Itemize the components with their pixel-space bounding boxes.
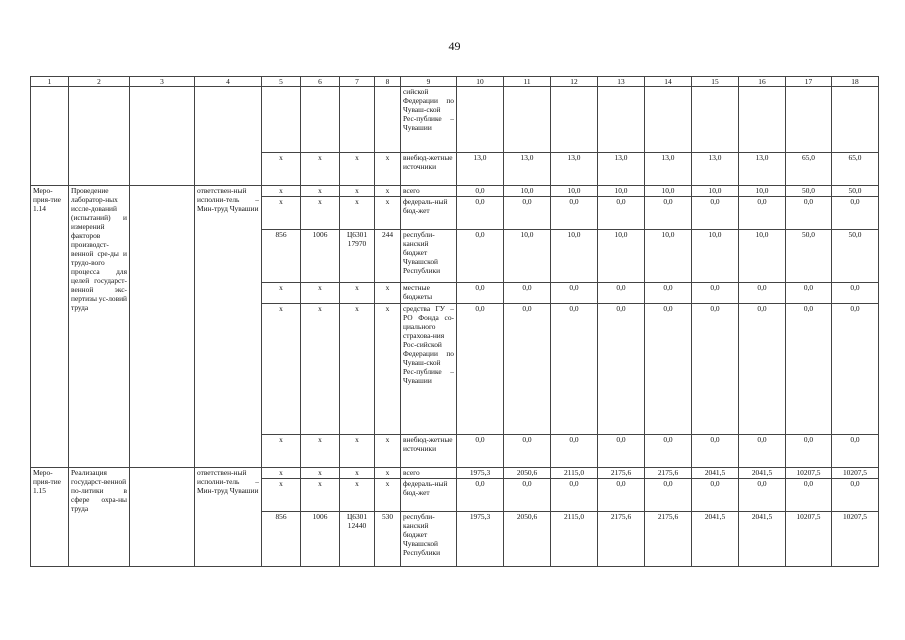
funding-source: сийской Федерации по Чуваш-ской Рес-публике – Чувашии <box>401 87 457 153</box>
expense-type-code: x <box>375 153 401 186</box>
grbs-code: 856 <box>262 512 301 567</box>
section-code: x <box>301 479 340 512</box>
funding-source: внебюд-жетные источники <box>401 153 457 186</box>
grbs-code: x <box>262 153 301 186</box>
section-code: x <box>301 186 340 197</box>
value-cell: 2041,5 <box>692 512 739 567</box>
header-col-1: 1 <box>31 77 69 87</box>
value-cell: 0,0 <box>739 197 786 230</box>
target-article-code: x <box>340 186 375 197</box>
value-cell: 50,0 <box>832 186 879 197</box>
event-col-3 <box>130 186 195 468</box>
header-col-4: 4 <box>195 77 262 87</box>
value-cell: 0,0 <box>504 197 551 230</box>
value-cell <box>645 87 692 153</box>
value-cell: 0,0 <box>645 435 692 468</box>
value-cell: 1975,3 <box>457 468 504 479</box>
value-cell: 0,0 <box>832 479 879 512</box>
target-article-code: x <box>340 153 375 186</box>
expense-type-code <box>375 87 401 153</box>
expense-type-code: 530 <box>375 512 401 567</box>
header-col-17: 17 <box>786 77 832 87</box>
value-cell: 13,0 <box>645 153 692 186</box>
value-cell: 2175,6 <box>645 468 692 479</box>
header-col-8: 8 <box>375 77 401 87</box>
section-code: x <box>301 468 340 479</box>
value-cell <box>739 87 786 153</box>
value-cell: 0,0 <box>551 435 598 468</box>
grbs-code: x <box>262 283 301 304</box>
value-cell: 10,0 <box>692 230 739 283</box>
value-cell <box>692 87 739 153</box>
expense-type-code: x <box>375 435 401 468</box>
value-cell: 0,0 <box>457 435 504 468</box>
value-cell: 0,0 <box>504 435 551 468</box>
value-cell: 2041,5 <box>739 468 786 479</box>
event-col-3 <box>130 468 195 567</box>
value-cell: 0,0 <box>786 304 832 435</box>
event-name <box>69 87 130 186</box>
header-col-14: 14 <box>645 77 692 87</box>
value-cell <box>786 87 832 153</box>
funding-source: республи-канский бюджет Чувашской Республики <box>401 512 457 567</box>
value-cell: 2050,6 <box>504 468 551 479</box>
grbs-code: x <box>262 186 301 197</box>
value-cell: 0,0 <box>739 283 786 304</box>
value-cell: 0,0 <box>598 197 645 230</box>
target-article-code: x <box>340 468 375 479</box>
event-col-3 <box>130 87 195 186</box>
value-cell: 10,0 <box>645 230 692 283</box>
header-col-2: 2 <box>69 77 130 87</box>
table-row <box>31 186 879 197</box>
value-cell: 0,0 <box>786 479 832 512</box>
value-cell: 0,0 <box>457 230 504 283</box>
value-cell: 10,0 <box>551 230 598 283</box>
funding-source: федераль-ный бюд-жет <box>401 197 457 230</box>
event-label: Меро-прия-тие 1.14 <box>31 186 69 468</box>
value-cell: 10,0 <box>504 230 551 283</box>
target-article-code: x <box>340 435 375 468</box>
value-cell: 0,0 <box>551 304 598 435</box>
value-cell: 1975,3 <box>457 512 504 567</box>
funding-source: внебюд-жетные источники <box>401 435 457 468</box>
header-col-18: 18 <box>832 77 879 87</box>
grbs-code: x <box>262 197 301 230</box>
header-col-16: 16 <box>739 77 786 87</box>
table-row <box>31 87 879 153</box>
value-cell: 0,0 <box>598 479 645 512</box>
header-col-13: 13 <box>598 77 645 87</box>
value-cell: 13,0 <box>504 153 551 186</box>
header-col-7: 7 <box>340 77 375 87</box>
expense-type-code: 244 <box>375 230 401 283</box>
section-code: x <box>301 153 340 186</box>
funding-source: местные бюджеты <box>401 283 457 304</box>
value-cell: 2175,6 <box>645 512 692 567</box>
value-cell: 50,0 <box>786 186 832 197</box>
header-col-9: 9 <box>401 77 457 87</box>
value-cell: 0,0 <box>457 283 504 304</box>
expense-type-code: x <box>375 197 401 230</box>
value-cell: 0,0 <box>551 283 598 304</box>
value-cell: 10207,5 <box>786 468 832 479</box>
value-cell: 0,0 <box>692 283 739 304</box>
value-cell: 2115,0 <box>551 512 598 567</box>
value-cell: 10,0 <box>739 186 786 197</box>
value-cell: 0,0 <box>457 479 504 512</box>
value-cell: 0,0 <box>692 435 739 468</box>
header-col-15: 15 <box>692 77 739 87</box>
value-cell <box>457 87 504 153</box>
value-cell: 0,0 <box>739 304 786 435</box>
value-cell: 0,0 <box>692 304 739 435</box>
table-row <box>31 468 879 479</box>
value-cell: 13,0 <box>598 153 645 186</box>
column-numbers-header <box>31 77 879 87</box>
value-cell: 65,0 <box>832 153 879 186</box>
value-cell: 2050,6 <box>504 512 551 567</box>
value-cell <box>504 87 551 153</box>
page-number: 49 <box>448 39 461 53</box>
target-article-code: x <box>340 479 375 512</box>
funding-source: всего <box>401 468 457 479</box>
expense-type-code: x <box>375 304 401 435</box>
value-cell: 0,0 <box>598 435 645 468</box>
target-article-code <box>340 87 375 153</box>
grbs-code <box>262 87 301 153</box>
value-cell: 0,0 <box>739 435 786 468</box>
event-name: Проведение лаборатор-ных иссле-дований (испытаний) и измерений факторов производст-венной сре-ды и трудо-вого процесса для целей государст-венной экс-пертизы ус-ловий труда <box>69 186 130 468</box>
expense-type-code: x <box>375 283 401 304</box>
target-article-code: x <box>340 283 375 304</box>
value-cell: 2175,6 <box>598 512 645 567</box>
section-code: 1006 <box>301 230 340 283</box>
funding-source: средства ГУ – РО Фонда со-циального страхова-ния Рос-сийской Федерации по Чуваш-ской Рес-публике – Чувашии <box>401 304 457 435</box>
value-cell: 0,0 <box>692 479 739 512</box>
value-cell: 50,0 <box>786 230 832 283</box>
value-cell: 10,0 <box>504 186 551 197</box>
expense-type-code: x <box>375 479 401 512</box>
value-cell: 0,0 <box>645 197 692 230</box>
header-col-10: 10 <box>457 77 504 87</box>
value-cell: 65,0 <box>786 153 832 186</box>
grbs-code: x <box>262 479 301 512</box>
section-code: 1006 <box>301 512 340 567</box>
value-cell: 10,0 <box>598 186 645 197</box>
value-cell: 0,0 <box>786 283 832 304</box>
program-table <box>30 76 879 567</box>
header-col-6: 6 <box>301 77 340 87</box>
expense-type-code: x <box>375 468 401 479</box>
section-code: x <box>301 283 340 304</box>
value-cell: 0,0 <box>504 479 551 512</box>
value-cell: 0,0 <box>832 283 879 304</box>
section-code: x <box>301 304 340 435</box>
grbs-code: x <box>262 435 301 468</box>
target-article-code: Ц6301 17970 <box>340 230 375 283</box>
value-cell: 0,0 <box>739 479 786 512</box>
funding-source: республи-канский бюджет Чувашской Республики <box>401 230 457 283</box>
target-article-code: x <box>340 197 375 230</box>
value-cell: 0,0 <box>598 304 645 435</box>
responsible-executor: ответствен-ный исполни-тель – Мин-труд Чувашии <box>195 468 262 567</box>
value-cell: 0,0 <box>551 197 598 230</box>
value-cell: 0,0 <box>598 283 645 304</box>
value-cell: 2175,6 <box>598 468 645 479</box>
value-cell: 13,0 <box>739 153 786 186</box>
value-cell: 0,0 <box>645 283 692 304</box>
header-col-12: 12 <box>551 77 598 87</box>
event-label: Меро-прия-тие 1.15 <box>31 468 69 567</box>
event-label <box>31 87 69 186</box>
value-cell: 50,0 <box>832 230 879 283</box>
value-cell: 0,0 <box>692 197 739 230</box>
header-col-3: 3 <box>130 77 195 87</box>
value-cell: 10,0 <box>692 186 739 197</box>
value-cell: 13,0 <box>692 153 739 186</box>
target-article-code: x <box>340 304 375 435</box>
grbs-code: 856 <box>262 230 301 283</box>
value-cell <box>551 87 598 153</box>
value-cell: 0,0 <box>457 186 504 197</box>
value-cell: 13,0 <box>551 153 598 186</box>
value-cell: 10,0 <box>645 186 692 197</box>
value-cell: 0,0 <box>832 435 879 468</box>
value-cell: 2041,5 <box>692 468 739 479</box>
section-code <box>301 87 340 153</box>
value-cell: 0,0 <box>551 479 598 512</box>
value-cell <box>832 87 879 153</box>
section-code: x <box>301 197 340 230</box>
responsible-executor: ответствен-ный исполни-тель – Мин-труд Чувашии <box>195 186 262 468</box>
value-cell: 10,0 <box>739 230 786 283</box>
value-cell: 0,0 <box>457 197 504 230</box>
value-cell: 2115,0 <box>551 468 598 479</box>
event-name: Реализация государст-венной по-литики в сфере охра-ны труда <box>69 468 130 567</box>
value-cell: 10207,5 <box>832 468 879 479</box>
grbs-code: x <box>262 304 301 435</box>
value-cell: 0,0 <box>832 304 879 435</box>
section-code: x <box>301 435 340 468</box>
value-cell: 0,0 <box>645 304 692 435</box>
value-cell: 0,0 <box>645 479 692 512</box>
expense-type-code: x <box>375 186 401 197</box>
value-cell: 0,0 <box>504 304 551 435</box>
value-cell: 0,0 <box>786 197 832 230</box>
value-cell: 10207,5 <box>786 512 832 567</box>
header-col-5: 5 <box>262 77 301 87</box>
header-col-11: 11 <box>504 77 551 87</box>
value-cell: 0,0 <box>832 197 879 230</box>
value-cell: 2041,5 <box>739 512 786 567</box>
value-cell: 0,0 <box>504 283 551 304</box>
value-cell: 0,0 <box>786 435 832 468</box>
value-cell: 10,0 <box>551 186 598 197</box>
target-article-code: Ц6301 12440 <box>340 512 375 567</box>
value-cell: 0,0 <box>457 304 504 435</box>
value-cell: 13,0 <box>457 153 504 186</box>
grbs-code: x <box>262 468 301 479</box>
value-cell <box>598 87 645 153</box>
value-cell: 10,0 <box>598 230 645 283</box>
funding-source: всего <box>401 186 457 197</box>
value-cell: 10207,5 <box>832 512 879 567</box>
funding-source: федераль-ный бюд-жет <box>401 479 457 512</box>
responsible-executor <box>195 87 262 186</box>
